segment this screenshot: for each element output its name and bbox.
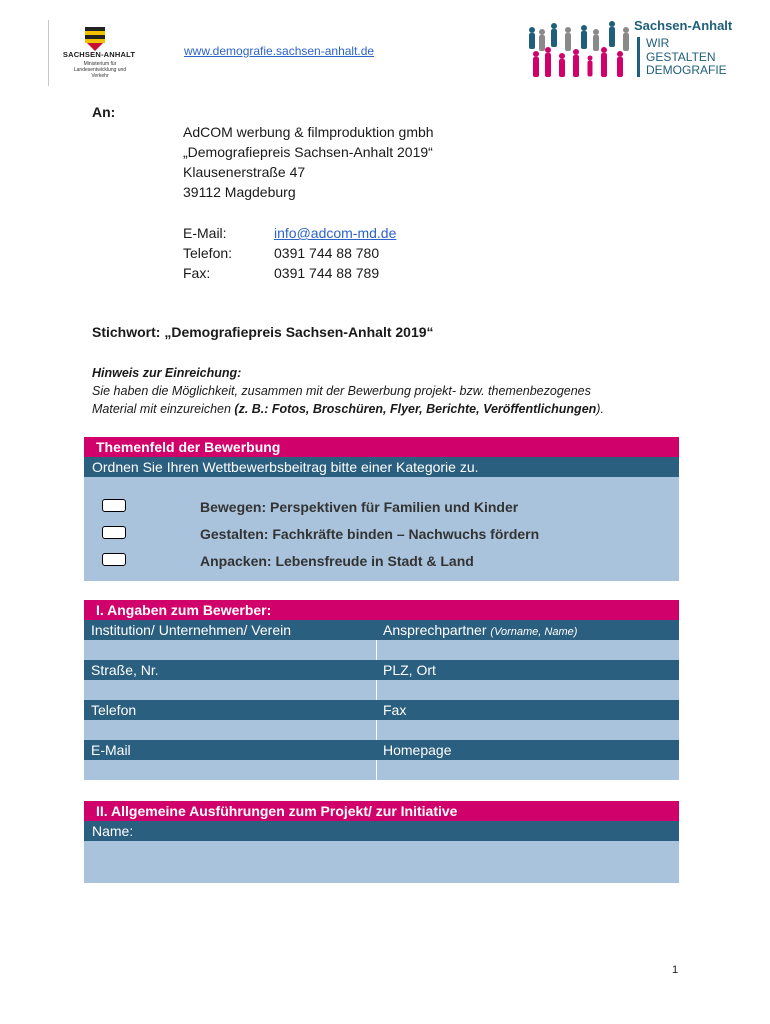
general-section: [84, 801, 679, 883]
recipient-label: An:: [92, 104, 116, 120]
phone-label: Telefon:: [183, 245, 233, 261]
applicant-input-row-3: [84, 720, 679, 740]
contact-label-note: (Vorname, Name): [490, 626, 578, 638]
ministry-logo: [48, 20, 149, 86]
logo-slogan: WIR GESTALTEN DEMOGRAFIE: [646, 36, 727, 77]
logo-state-name: SACHSEN-ANHALT: [62, 50, 136, 59]
contact-label: [376, 620, 679, 640]
zip-label: PLZ, Ort: [376, 660, 679, 680]
institution-field[interactable]: [84, 640, 376, 660]
contact-field[interactable]: [377, 640, 679, 660]
project-name-field[interactable]: [84, 841, 679, 883]
category-checkbox-1[interactable]: [102, 499, 126, 512]
hint-line-1: Sie haben die Möglichkeit, zusammen mit der Bewerbung projekt- bzw. themenbezogenes: [92, 384, 591, 398]
category-label-1: Bewegen: Perspektiven für Familien und Kinder: [200, 499, 519, 515]
recipient-company: AdCOM werbung & filmproduktion gmbh: [183, 124, 434, 140]
applicant-section: [84, 600, 679, 780]
keyword-line: Stichwort: „Demografiepreis Sachsen-Anhalt 2019“: [92, 324, 434, 340]
recipient-city: 39112 Magdeburg: [183, 184, 296, 200]
applicant-input-row-4: [84, 760, 679, 780]
demografie-logo: [526, 16, 746, 84]
contact-label-text: Ansprechpartner: [383, 622, 491, 638]
street-label: Straße, Nr.: [84, 660, 376, 680]
phone-value: 0391 744 88 780: [274, 245, 380, 261]
recipient-street: Klausenerstraße 47: [183, 164, 306, 180]
applicant-row-institution: [84, 620, 679, 640]
page-number: 1: [672, 964, 679, 976]
category-checkbox-3[interactable]: [102, 553, 126, 566]
people-silhouettes-icon: [526, 16, 634, 84]
homepage-field[interactable]: [377, 760, 679, 780]
zip-field[interactable]: [377, 680, 679, 700]
hint-line-2-bold: (z. B.: Fotos, Broschüren, Flyer, Berichte, Veröffentlichungen: [234, 402, 597, 416]
website-link[interactable]: www.demografie.sachsen-anhalt.de: [184, 44, 375, 58]
general-title: II. Allgemeine Ausführungen zum Projekt/ zur Initiative: [84, 801, 679, 821]
street-field[interactable]: [84, 680, 376, 700]
applicant-input-row-2: [84, 680, 679, 700]
applicant-row-email: [84, 740, 679, 760]
institution-label: Institution/ Unternehmen/ Verein: [84, 620, 376, 640]
fax-label: Fax:: [183, 265, 211, 281]
hint-title: Hinweis zur Einreichung:: [92, 366, 242, 380]
topic-section: [84, 437, 679, 581]
applicant-title: I. Angaben zum Bewerber:: [84, 600, 679, 620]
applicant-row-phone: [84, 700, 679, 720]
coat-of-arms-icon: [85, 27, 105, 51]
hint-block: [92, 364, 692, 418]
homepage-label: Homepage: [376, 740, 679, 760]
applicant-row-address: [84, 660, 679, 680]
fax-value: 0391 744 88 789: [274, 265, 380, 281]
category-label-3: Anpacken: Lebensfreude in Stadt & Land: [200, 553, 474, 569]
hint-line-2-start: Material mit einzureichen: [92, 402, 235, 416]
applicant-phone-label: Telefon: [84, 700, 376, 720]
email-link[interactable]: info@adcom-md.de: [274, 225, 397, 241]
email-label: E-Mail:: [183, 225, 227, 241]
logo-divider: [637, 37, 640, 77]
email-field[interactable]: [84, 760, 376, 780]
logo-ministry-name: Ministerium für Landesentwicklung und Verkehr: [73, 61, 127, 79]
phone-field[interactable]: [84, 720, 376, 740]
applicant-email-label: E-Mail: [84, 740, 376, 760]
logo-state-label: Sachsen-Anhalt: [634, 18, 733, 33]
project-name-label: Name:: [84, 821, 679, 841]
category-label-2: Gestalten: Fachkräfte binden – Nachwuchs fördern: [200, 526, 540, 542]
category-checkbox-2[interactable]: [102, 526, 126, 539]
applicant-input-row-1: [84, 640, 679, 660]
category-list: [84, 477, 679, 581]
fax-field[interactable]: [377, 720, 679, 740]
hint-line-2: [92, 400, 692, 418]
topic-title: Themenfeld der Bewerbung: [84, 437, 679, 457]
recipient-project: „Demografiepreis Sachsen-Anhalt 2019“: [183, 144, 433, 160]
topic-instruction: Ordnen Sie Ihren Wettbewerbsbeitrag bitte einer Kategorie zu.: [84, 457, 679, 477]
applicant-fax-label: Fax: [376, 700, 679, 720]
hint-line-2-end: ).: [596, 402, 604, 416]
